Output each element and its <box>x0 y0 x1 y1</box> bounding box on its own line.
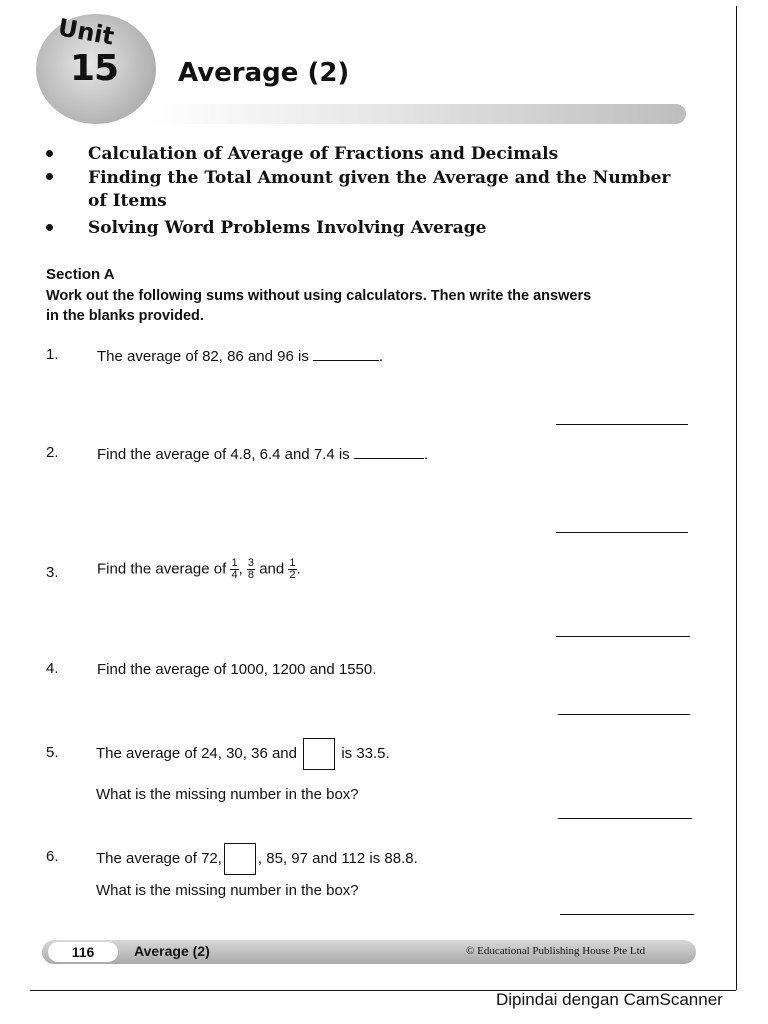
question-text <box>96 738 390 770</box>
objective-item: Solving Word Problems Involving Average <box>88 218 487 238</box>
question-5-text: The average of 24, 30, 36 and <box>96 744 297 762</box>
bullet-icon <box>46 150 53 157</box>
question-text: Find the average of $\frac{1}{4}$ , $\frac{3}{8}$ and $\frac{1}{2}$ . <box>97 557 301 581</box>
unit-number: 15 <box>70 48 119 89</box>
title-bar <box>150 104 686 124</box>
bullet-icon <box>46 173 53 180</box>
question-number: 4. <box>46 660 59 677</box>
question-number: 5. <box>46 744 59 761</box>
question-5-prompt: What is the missing number in the box? <box>96 786 359 803</box>
missing-number-box[interactable] <box>303 738 335 770</box>
question-3-text: Find the average of <box>97 560 227 578</box>
question-text: The average of 82, 86 and 96 is . <box>97 348 384 365</box>
footer-copyright: © Educational Publishing House Pte Ltd <box>466 945 646 957</box>
answer-line[interactable] <box>558 714 690 715</box>
and-word: and <box>259 560 285 578</box>
question-number: 6. <box>46 848 59 865</box>
question-number: 2. <box>46 444 59 461</box>
scanner-watermark: Dipindai dengan CamScanner <box>496 990 723 1009</box>
bullet-icon <box>46 224 53 231</box>
answer-line[interactable] <box>560 914 694 915</box>
fraction: $\frac{3}{8}$ <box>247 557 255 581</box>
question-5-text-end: is 33.5. <box>341 744 390 762</box>
question-6-prompt: What is the missing number in the box? <box>96 882 359 899</box>
inline-blank[interactable] <box>313 348 379 361</box>
page-number: 116 <box>48 942 118 962</box>
objective-item: Calculation of Average of Fractions and Decimals <box>88 144 559 164</box>
section-instructions: in the blanks provided. <box>46 308 204 324</box>
missing-number-box[interactable] <box>224 843 256 875</box>
answer-line[interactable] <box>558 818 692 819</box>
question-2-text: Find the average of 4.8, 6.4 and 7.4 is <box>97 446 350 463</box>
inline-blank[interactable] <box>354 446 424 459</box>
objective-item-continuation: of Items <box>88 191 167 211</box>
objective-item: Finding the Total Amount given the Average and the Number <box>88 168 671 188</box>
page-edge-line <box>736 6 737 990</box>
question-number: 1. <box>46 346 59 363</box>
question-6-text-end: , 85, 97 and 112 is 88.8. <box>257 849 418 867</box>
question-text <box>96 843 418 875</box>
answer-line[interactable] <box>556 532 688 533</box>
section-instructions: Work out the following sums without using calculators. Then write the answers <box>46 288 592 304</box>
section-heading: Section A <box>46 266 115 283</box>
answer-line[interactable] <box>556 424 688 425</box>
fraction: $\frac{1}{4}$ <box>231 557 238 581</box>
fraction: $\frac{1}{2}$ <box>289 557 296 581</box>
answer-line[interactable] <box>556 636 690 637</box>
page-title: Average (2) <box>178 58 350 88</box>
unit-label: Unit <box>55 13 117 51</box>
question-number: 3. <box>46 564 59 581</box>
question-6-text: The average of 72, <box>96 849 222 867</box>
question-1-text: The average of 82, 86 and 96 is <box>97 348 309 365</box>
question-text: Find the average of 4.8, 6.4 and 7.4 is . <box>97 446 429 463</box>
question-4-text: Find the average of 1000, 1200 and 1550. <box>97 661 377 678</box>
footer-title: Average (2) <box>134 943 210 959</box>
